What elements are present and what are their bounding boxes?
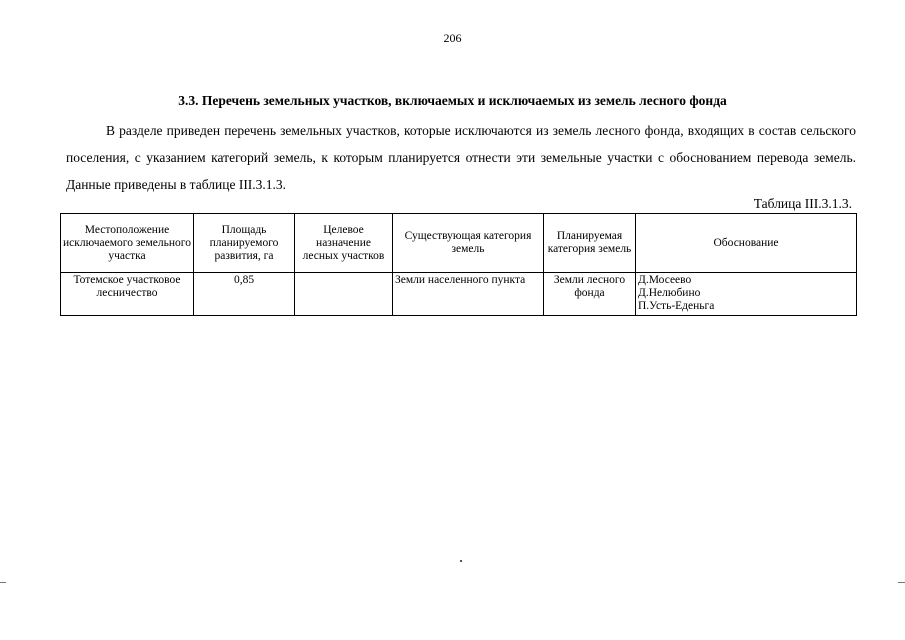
header-existing-category: Существующая категория земель (393, 214, 544, 273)
edge-tick-right (898, 582, 905, 583)
cell-location: Тотемское участковое лесничество (61, 273, 194, 316)
cell-area: 0,85 (194, 273, 295, 316)
page-number: 206 (443, 31, 462, 45)
body-paragraph: В разделе приведен перечень земельных участков, которые исключаются из земель лесного фонда, входящих в состав сельского поселения, с указанием категорий земель, к которым планируется отнести эти земельные участки с обоснованием перевода земель. Данные приведены в таблице III.3.1.3. (66, 123, 856, 192)
cell-purpose (295, 273, 393, 316)
header-location: Местоположение исключаемого земельного участка (61, 214, 194, 273)
table-caption: Таблица III.3.1.3. (753, 196, 852, 211)
justification-item: Д.Нелюбино (638, 287, 701, 299)
land-plots-table (60, 213, 857, 316)
cell-justification (636, 273, 857, 316)
header-planned-category: Планируемая категория земель (544, 214, 636, 273)
cell-existing-category: Земли населенного пункта (393, 273, 544, 316)
table-header-row (61, 214, 857, 273)
table-row (61, 273, 857, 316)
justification-item: Д.Мосеево (638, 274, 692, 286)
cell-planned-category: Земли лесного фонда (544, 273, 636, 316)
header-purpose: Целевое назначение лесных участков (295, 214, 393, 273)
edge-tick-left (0, 582, 6, 583)
section-heading: 3.3. Перечень земельных участков, включаемых и исключаемых из земель лесного фонда (178, 93, 727, 108)
scan-dot (460, 560, 462, 562)
header-area: Площадь планируемого развития, га (194, 214, 295, 273)
header-justification: Обоснование (636, 214, 857, 273)
justification-item: П.Усть-Еденьга (638, 300, 715, 312)
